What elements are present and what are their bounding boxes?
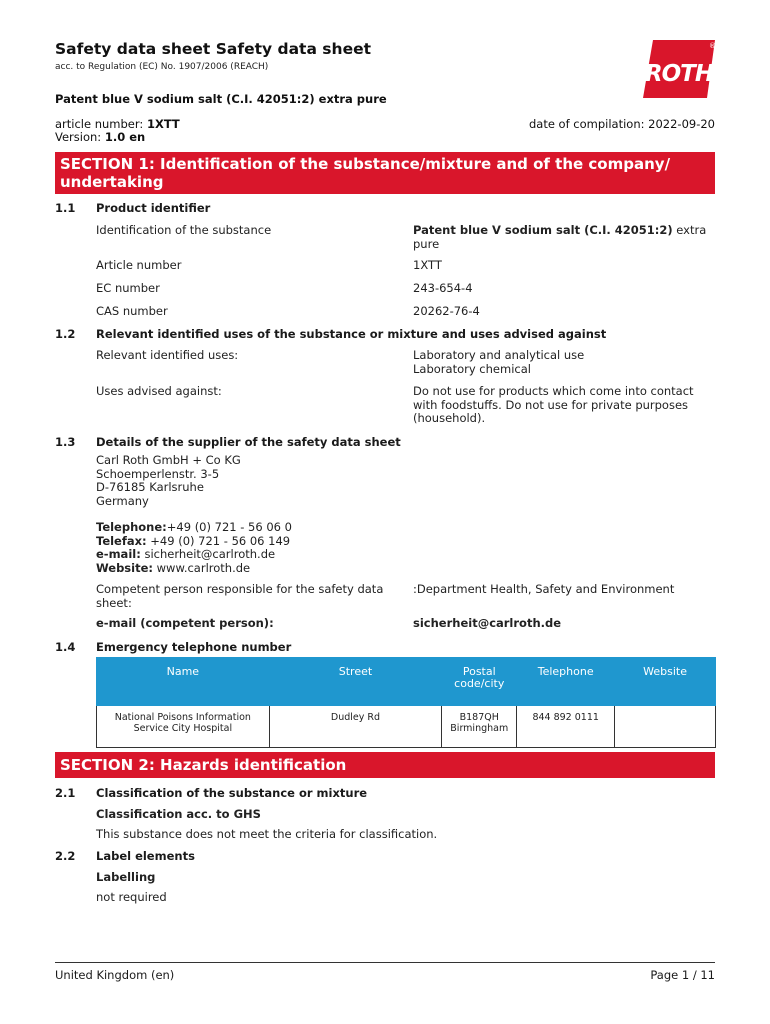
column-header: Street xyxy=(269,658,442,706)
subsection-heading: Product identifier xyxy=(96,201,211,215)
product-name: Patent blue V sodium salt (C.I. 42051:2) extra pure xyxy=(55,92,387,106)
cas-number-field: 20262-76-4 xyxy=(413,304,480,318)
email-line xyxy=(96,548,292,562)
telefax-line xyxy=(96,535,292,549)
page-number: Page 1 / 11 xyxy=(650,968,715,982)
article-number-value: 1XTT xyxy=(146,117,180,131)
emergency-contacts-table xyxy=(96,657,716,748)
column-header: Name xyxy=(97,658,270,706)
footer-country: United Kingdom (en) xyxy=(55,968,175,982)
field-label: EC number xyxy=(96,281,160,295)
section-number: 1.3 xyxy=(55,435,76,449)
column-header: Postal code/city xyxy=(442,658,517,706)
section1-header: SECTION 1: Identification of the substance/mixture and of the company/ undertaking xyxy=(55,152,715,194)
competent-email[interactable]: sicherheit@carlroth.de xyxy=(413,616,562,630)
column-header: Telephone xyxy=(517,658,615,706)
table-cell xyxy=(615,706,716,748)
supplier-address xyxy=(96,454,241,508)
field-label: e-mail (competent person): xyxy=(96,616,274,630)
classification-text: This substance does not meet the criteria for classification. xyxy=(96,827,438,841)
compilation-date: date of compilation: 2022-09-20 xyxy=(528,117,715,131)
field-label: Relevant identified uses: xyxy=(96,348,239,362)
address-line: D-76185 Karlsruhe xyxy=(96,480,204,494)
website-value[interactable]: www.carlroth.de xyxy=(153,560,251,575)
subsection-heading: Label elements xyxy=(96,849,195,863)
classification-subheading: Classification acc. to GHS xyxy=(96,807,261,821)
version-label: Version: xyxy=(55,130,105,144)
telefax-label: Telefax: xyxy=(96,533,147,548)
version xyxy=(55,131,145,144)
column-header: Website xyxy=(615,658,716,706)
substance-name-bold: Patent blue V sodium salt (C.I. 42051:2) xyxy=(413,223,673,237)
field-label: Identification of the substance xyxy=(96,223,272,237)
article-number-label: article number: xyxy=(55,117,147,131)
labelling-subheading: Labelling xyxy=(96,870,156,884)
article-number-field: 1XTT xyxy=(413,258,442,272)
telephone-value: +49 (0) 721 - 56 06 0 xyxy=(166,520,292,534)
table-row xyxy=(97,706,716,748)
identified-uses xyxy=(413,349,713,376)
document-title: Safety data sheet Safety data sheet xyxy=(55,40,372,58)
section2-header: SECTION 2: Hazards identification xyxy=(55,752,715,778)
telephone-label: Telephone: xyxy=(96,520,167,534)
substance-name-rest: extra pure xyxy=(413,223,707,251)
section-number: 1.4 xyxy=(55,640,76,654)
table-cell: National Poisons Information Service City Hospital xyxy=(97,706,270,748)
section-number: 1.2 xyxy=(55,327,76,341)
regulation-note: acc. to Regulation (EC) No. 1907/2006 (REACH) xyxy=(55,62,269,72)
field-label: Competent person responsible for the safety data sheet: xyxy=(96,582,384,610)
ec-number-field: 243-654-4 xyxy=(413,281,473,295)
address-line: Carl Roth GmbH + Co KG xyxy=(96,453,241,467)
table-header-row xyxy=(97,658,716,706)
table-cell: 844 892 0111 xyxy=(517,706,615,748)
website-label: Website: xyxy=(96,560,153,575)
telephone-line xyxy=(96,521,292,535)
address-line: Schoemperlenstr. 3-5 xyxy=(96,466,220,481)
footer-divider xyxy=(55,962,715,963)
telefax-value: +49 (0) 721 - 56 06 149 xyxy=(146,533,291,548)
subsection-heading: Details of the supplier of the safety data sheet xyxy=(96,435,401,449)
labelling-text: not required xyxy=(96,890,167,904)
section-number: 1.1 xyxy=(55,201,76,215)
subsection-heading: Emergency telephone number xyxy=(96,640,292,654)
field-label: CAS number xyxy=(96,304,168,318)
field-label: Uses advised against: xyxy=(96,384,222,398)
subsection-heading: Classification of the substance or mixture xyxy=(96,786,368,800)
roth-logo xyxy=(643,40,715,98)
uses-advised-against: Do not use for products which come into contact with foodstuffs. Do not use for private purposes (household). xyxy=(413,384,694,425)
email-value[interactable]: sicherheit@carlroth.de xyxy=(140,547,276,561)
substance-identification xyxy=(413,224,708,251)
field-label: Article number xyxy=(96,258,182,272)
email-label: e-mail: xyxy=(96,547,141,561)
table-cell: B187QH Birmingham xyxy=(442,706,517,748)
table-cell: Dudley Rd xyxy=(269,706,442,748)
logo-text: ROTH xyxy=(644,61,714,87)
identified-use: Laboratory and analytical use xyxy=(413,348,585,362)
section-number: 2.1 xyxy=(55,786,76,800)
subsection-heading: Relevant identified uses of the substance or mixture and uses advised against xyxy=(96,327,607,341)
logo-registered-mark: ® xyxy=(709,42,716,50)
version-value: 1.0 en xyxy=(104,130,146,144)
section-number: 2.2 xyxy=(55,849,76,863)
supplier-contacts xyxy=(96,521,292,575)
website-line xyxy=(96,562,292,576)
address-line: Germany xyxy=(96,493,149,508)
competent-person: :Department Health, Safety and Environment xyxy=(413,582,675,596)
identified-use: Laboratory chemical xyxy=(413,361,531,376)
